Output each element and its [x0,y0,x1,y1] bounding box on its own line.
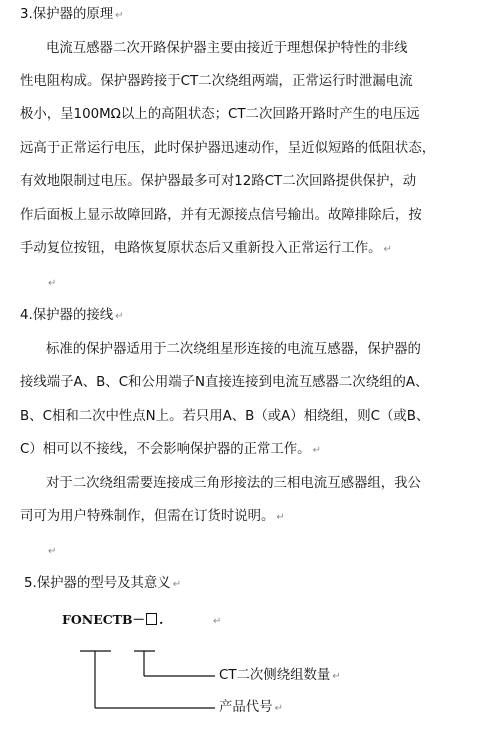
section-4-line-6: 司可为用户特殊制作，但需在订货时说明。 ↵ [20,509,285,524]
section-5-heading: 5.保护器的型号及其意义 ↵ [24,576,182,591]
model-code: FONECTB－ . [62,612,164,627]
section-3-line-1: 电流互感器二次开路保护器主要由接近于理想保护特性的非线 [46,41,408,56]
section-4-line-5: 对于二次绕组需要连接成三角形接法的三相电流互感器组，我公 [46,476,421,491]
section-3-line-4: 远高于正常运行电压，此时保护器迅速动作，呈近似短路的低阻状态， [20,141,436,156]
section-4-line-4: C）相可以不接线，不会影响保护器的正常工作。 ↵ [20,442,321,457]
section-4-heading: 4.保护器的接线 ↵ [20,308,124,323]
label-winding-count: CT二次侧绕组数量 ↵ [219,668,341,683]
empty-paragraph-mark: ↵ [48,278,57,289]
section-3-heading: 3.保护器的原理 ↵ [20,7,124,22]
section-4-line-2: 接线端子A、B、C和公用端子N直接连接到电流互感器二次绕组的A、 [20,375,429,390]
section-4-line-3: B、C相和二次中性点N上。若只用A、B（或A）相绕组，则C（或B、 [20,409,430,424]
label-product-code: 产品代号 ↵ [219,700,283,715]
section-4-line-1: 标准的保护器适用于二次绕组星形连接的电流互感器，保护器的 [46,342,421,357]
section-3-line-7: 手动复位按钮，电路恢复原状态后又重新投入正常运行工作。 ↵ [20,241,392,256]
section-3-line-2: 性电阻构成。保护器跨接于CT二次绕组两端，正常运行时泄漏电流 [20,74,413,89]
section-3-line-5: 有效地限制过电压。保护器最多可对12路CT二次回路提供保护，动 [20,174,417,189]
model-paragraph-mark: ↵ [213,616,222,627]
empty-paragraph-mark: ↵ [48,546,57,557]
section-3-line-3: 极小，呈100MΩ以上的高阻状态；CT二次回路开路时产生的电压远 [20,107,420,122]
section-3-line-6: 作后面板上显示故障回路，并有无源接点信号输出。故障排除后，按 [20,208,422,223]
